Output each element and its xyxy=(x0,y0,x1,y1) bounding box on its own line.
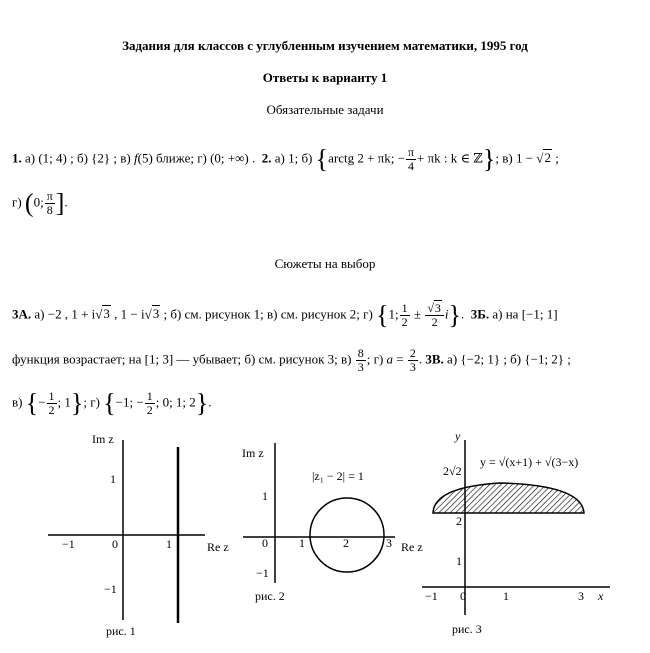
tick-label: −1 xyxy=(104,582,117,596)
tick-label: −1 xyxy=(425,589,438,603)
answer-text: ; 1 xyxy=(57,394,71,410)
left-brace: { xyxy=(25,388,39,418)
problem-number: 3В. xyxy=(425,351,444,367)
answer-text: ; в) 1 − xyxy=(495,150,537,166)
answer-text: 1; xyxy=(388,306,399,322)
tick-label: 2√2 xyxy=(443,464,462,478)
answer-text: а) на [−1; 1] xyxy=(492,306,558,322)
tick-label: 3 xyxy=(386,536,392,550)
answer-text: . xyxy=(208,394,212,410)
page-subtitle: Ответы к варианту 1 xyxy=(262,70,388,85)
answer-line-3: 3А. а) −2 , 1 + i√3 , 1 − i√3 ; б) см. рисунок 1; в) см. рисунок 2; г) {1; $\frac{1}{2}$ ± $\frac{√3}{2}$ i}. 3Б. а) на [−1; 1] xyxy=(12,300,558,330)
tick-label: 1 xyxy=(456,554,462,568)
figure-3 xyxy=(422,429,610,636)
problem-number: 3А. xyxy=(12,306,32,322)
tick-label: 0 xyxy=(112,537,118,551)
circle xyxy=(310,498,384,572)
page-title: Задания для классов с углубленным изучением математики, 1995 год xyxy=(122,38,528,53)
answer-text: ; г) xyxy=(83,394,104,410)
sqrt: 2 xyxy=(544,150,551,166)
fraction: $\frac{8}{3}$ xyxy=(357,346,364,374)
shaded-region xyxy=(433,483,584,513)
right-brace: } xyxy=(448,300,462,330)
fraction: $\frac{√3}{2}$ xyxy=(425,302,444,329)
figure-caption: рис. 1 xyxy=(106,624,136,638)
problem-number: 1. xyxy=(12,150,22,166)
answer-line-5 xyxy=(12,390,212,417)
equation-label: y = √(x+1) + √(3−x) xyxy=(480,455,579,469)
tick-label: 1 xyxy=(110,472,116,486)
right-brace: } xyxy=(195,388,209,418)
answer-text: 0; xyxy=(33,194,44,210)
answer-text: а) (1; 4) ; б) {2} ; в) xyxy=(25,150,134,166)
figure-caption: рис. 2 xyxy=(255,589,285,603)
left-brace: { xyxy=(103,388,116,418)
equation-label: |z₁ − 2| = 1 xyxy=(312,469,364,483)
answer-text: в) xyxy=(12,394,26,410)
fraction: $\frac{1}{2}$ xyxy=(146,389,153,417)
figure-1 xyxy=(48,432,229,638)
right-brace: } xyxy=(70,388,84,418)
answer-text: функция возрастает; на [1; 3] — убывает; б) см. рисунок 3; в) xyxy=(12,351,352,367)
section-heading: Сюжеты на выбор xyxy=(274,256,376,271)
left-brace: { xyxy=(376,300,389,330)
tick-label: 0 xyxy=(460,589,466,603)
answer-line-2: г) (0; $\frac{\pi}{8}$ ]. xyxy=(12,188,68,218)
fraction: $\frac{1}{2}$ xyxy=(48,389,55,417)
answer-text: ± xyxy=(410,306,425,322)
fraction: $\frac{\pi}{8}$ xyxy=(46,189,53,217)
answer-text: а) {−2; 1} ; б) {−1; 2} ; xyxy=(447,351,571,367)
tick-label: 1 xyxy=(166,537,172,551)
tick-label: 1 xyxy=(262,489,268,503)
axis-label: Re z xyxy=(207,540,229,554)
answer-text: a xyxy=(386,351,394,367)
tick-label: 2 xyxy=(343,536,349,550)
fraction: $\frac{2}{3}$ xyxy=(409,346,416,374)
section-heading: Обязательные задачи xyxy=(266,102,384,117)
answer-text: + πk : k ∈ ℤ xyxy=(417,150,483,166)
fraction: $\frac{1}{2}$ xyxy=(401,301,408,329)
answer-text: f xyxy=(133,150,138,166)
answer-text: ; б) см. рисунок 1; в) см. рисунок 2; г) xyxy=(160,306,377,322)
figures-area xyxy=(0,425,650,650)
answer-text: (5) ближе; г) (0; +∞) . xyxy=(137,150,256,166)
axis-label: y xyxy=(455,429,461,443)
answer-text: = xyxy=(393,351,407,367)
problem-number: 3Б. xyxy=(470,306,490,322)
left-brace: { xyxy=(315,144,329,174)
axis-label: Re z xyxy=(401,540,423,554)
answer-text: г) xyxy=(12,194,25,210)
answer-text: ; 0; 1; 2 xyxy=(155,394,196,410)
answer-text: ; г) xyxy=(366,351,387,367)
axis-label: Im z xyxy=(242,446,264,460)
tick-label: 2 xyxy=(456,514,462,528)
fraction: $\frac{\pi}{4}$ xyxy=(407,145,415,173)
answer-text: i xyxy=(444,306,449,322)
tick-label: 1 xyxy=(503,589,509,603)
sqrt: 3 xyxy=(152,306,160,322)
right-brace: } xyxy=(482,144,496,174)
tick-label: −1 xyxy=(62,537,75,551)
answer-text: , 1 − i xyxy=(110,306,145,322)
answer-text: arctg 2 + πk; − xyxy=(328,150,405,166)
right-bracket: ] xyxy=(55,188,65,218)
problem-number: 2. xyxy=(261,150,272,166)
answer-text: а) −2 , 1 + i xyxy=(34,306,96,322)
answer-line-1: 1. а) (1; 4) ; б) {2} ; в) f(5) ближе; г) (0; +∞) . 2. а) 1; б) {arctg 2 + πk; − $\frac{\pi}{4}$ + πk : k ∈ ℤ}; в) 1 − √2 ; xyxy=(12,144,559,174)
tick-label: 3 xyxy=(578,589,584,603)
answer-text: − xyxy=(38,394,46,410)
figure-2 xyxy=(242,443,423,603)
sqrt: 3 xyxy=(103,306,110,322)
answer-text: а) 1; б) xyxy=(274,150,316,166)
axis-label: Im z xyxy=(92,432,114,446)
axis-label: x xyxy=(598,589,604,603)
figure-caption: рис. 3 xyxy=(452,622,482,636)
answer-text: −1; − xyxy=(115,394,144,410)
answer-line-4: функция возрастает; на [1; 3] — убывает; б) см. рисунок 3; в) $\frac{8}{3}$ ; г) a = $\frac{2}{3}$ . 3В. а) {−2; 1} ; б) {−1; 2} ; xyxy=(12,346,571,374)
left-paren: ( xyxy=(24,188,34,218)
tick-label: 1 xyxy=(299,536,305,550)
tick-label: −1 xyxy=(256,566,269,580)
tick-label: 0 xyxy=(262,536,268,550)
